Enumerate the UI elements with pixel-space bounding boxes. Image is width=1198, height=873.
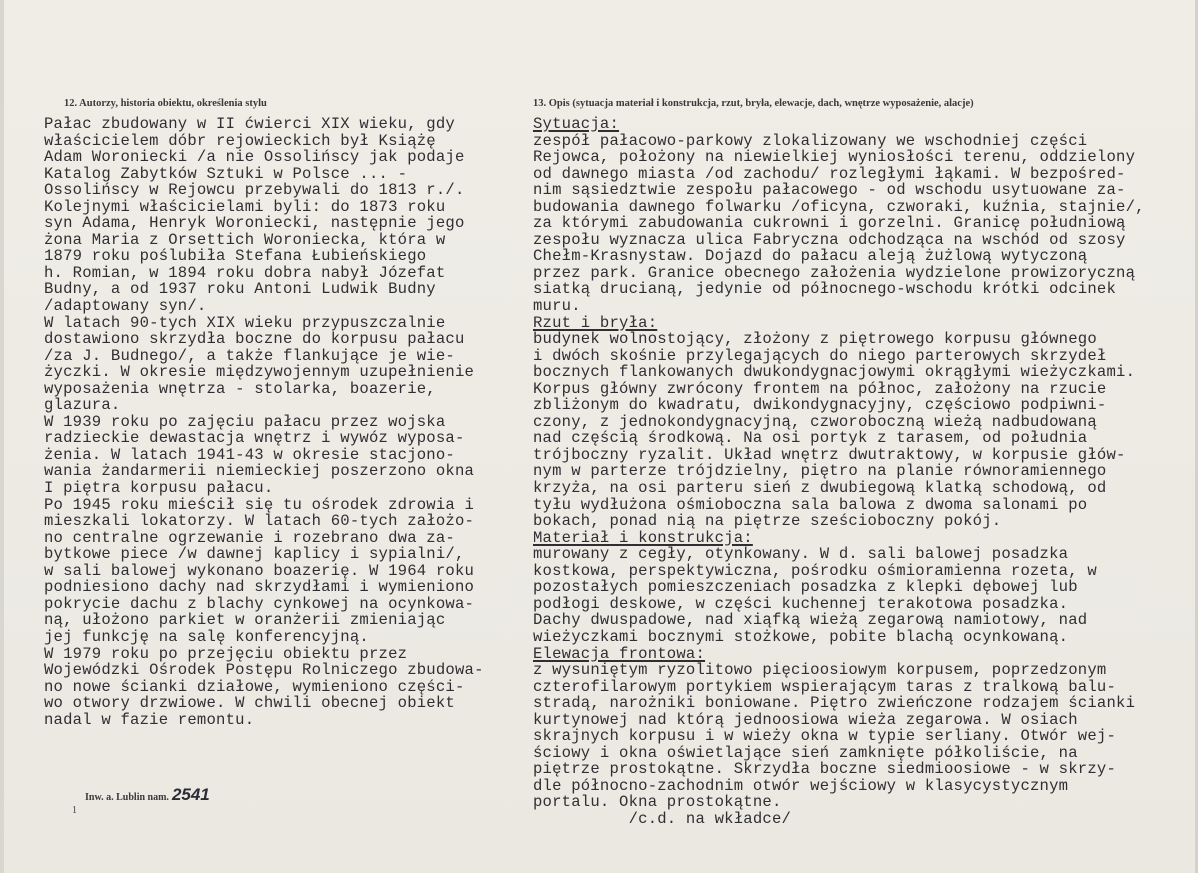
description-line: kostkowa, perspektywiczna, pośrodku ośmioramienna rozeta, w: [533, 561, 1097, 580]
description-line: trójboczny ryzalit. Układ wnętrz dwutraktowy, w korpusie głów-: [533, 445, 1126, 464]
description-line: Chełm-Krasnystaw. Dojazd do pałacu aleją żużlową wytyczoną: [533, 247, 1088, 266]
history-line: W 1979 roku po przejęciu obiektu przez: [44, 644, 408, 663]
description-line: nad częścią środkową. Na osi portyk z tarasem, od południa: [533, 429, 1088, 448]
history-line: no nowe ścianki działowe, wymieniono części-: [44, 677, 465, 696]
history-line: 1879 roku poślubiła Stefana Łubieńskiego: [44, 247, 427, 266]
description-line: przez park. Granice obecnego założenia wydzielone prowizoryczną: [533, 263, 1136, 282]
history-line: jej funkcję na salę konferencyjną.: [44, 627, 369, 646]
history-line: nadal w fazie remontu.: [44, 710, 255, 729]
history-line: Katalog Zabytków Sztuki w Polsce ... -: [44, 164, 408, 183]
inventory-number: 2541: [171, 785, 210, 804]
description-line: murowany z cegły, otynkowany. W d. sali balowej posadzka: [533, 545, 1069, 564]
section-heading: [533, 530, 1173, 547]
description-line: stradą, narożniki boniowane. Piętro zwieńczone rodzajem ścianki: [533, 694, 1136, 713]
description-line: nim sąsiedztwie zespołu pałacowego - od wschodu usytuowane za-: [533, 181, 1126, 200]
history-line: Wojewódzki Ośrodek Postępu Rolniczego zbudowa-: [44, 661, 484, 680]
history-line: pokrycie dachu z blachy cynkowej na ocynkowa-: [44, 594, 475, 613]
section-heading-text: Elewacja frontowa:: [533, 644, 706, 663]
description-line: zespołu wyznacza ulica Fabryczna odchodząca na wschód od szosy: [533, 230, 1126, 249]
description-line: siatką drucianą, jedynie od północnego-wschodu krótki odcinek: [533, 280, 1117, 299]
description-line: muru.: [533, 297, 581, 316]
history-line: Budny, a od 1937 roku Antoni Ludwik Budny: [44, 280, 436, 299]
description-line: Rejowca, położony na niewielkiej wyniosłości terenu, oddzielony: [533, 148, 1136, 167]
description-line: pozostałych pomieszczeniach posadzka z klepki dębowej lub: [533, 578, 1078, 597]
description-line: ściowy i okna oświetlające sień zamknięte półkoliście, na: [533, 743, 1078, 762]
section-heading-text: Sytuacja:: [533, 115, 620, 133]
history-line: Adam Woroniecki /a nie Ossolińscy jak podaje: [44, 148, 465, 167]
history-line: radzieckie dewastacja wnętrz i wywóz wyposa-: [44, 429, 465, 448]
history-line: /za J. Budnego/, a także flankujące je wie-: [44, 346, 455, 365]
description-line: z wysuniętym ryzolitowo pięcioosiowym korpusem, poprzedzonym: [533, 661, 1107, 680]
description-line: piętrze prostokątne. Skrzydła boczne siedmioosiowe - w skrzy-: [533, 760, 1117, 779]
description-line: Korpus główny zwrócony frontem na północ, założony na rzucie: [533, 379, 1107, 398]
history-line: W latach 90-tych XIX wieku przypuszczalnie: [44, 313, 446, 332]
section-heading-text: Rzut i bryła:: [533, 313, 658, 332]
description-line: dle północno-zachodnim otwór wejściowy w klasycystycznym: [533, 776, 1069, 795]
history-line: wo otwory drzwiowe. W chwili obecnej obiekt: [44, 694, 455, 713]
description-line: bocznych flankowanych dwukondygnacjowymi okrągłymi wieżyczkami.: [533, 363, 1136, 382]
history-line: ną, ułożono parkiet w oranżerii zmieniając: [44, 611, 446, 630]
page-mark: 1: [72, 805, 77, 816]
description-line: portalu. Okna prostokątne.: [533, 793, 782, 812]
description-line: zbliżonym do kwadratu, dwikondygnacyjny, częściowo podpiwni-: [533, 396, 1107, 415]
history-line: I piętra korpusu pałacu.: [44, 479, 274, 498]
inventory-stamp: [85, 785, 210, 805]
description-line: kurtynowej nad którą jednoosiowa wieża zegarowa. W osiach: [533, 710, 1078, 729]
description-line: nym w parterze trójdzielny, piętro na planie równoramiennego: [533, 462, 1107, 481]
history-line: mieszkali lokatorzy. W latach 60-tych założo-: [44, 512, 475, 531]
description-line: krzyża, na osi parteru sień z dwubiegową klatką schodową, od: [533, 479, 1107, 498]
history-line: h. Romian, w 1894 roku dobra nabył Józefat: [44, 263, 446, 282]
history-line: wyposażenia wnętrza - stolarka, boazerie,: [44, 379, 436, 398]
history-line: podniesiono dachy nad skrzydłami i wymieniono: [44, 578, 475, 597]
history-line: no centralne ogrzewanie i rozebrano dwa za-: [44, 528, 455, 547]
history-line: syn Adama, Henryk Woroniecki, następnie jego: [44, 214, 465, 233]
history-line: w sali balowej wykonano boazerię. W 1964 roku: [44, 561, 475, 580]
description-line: wieżyczkami bocznymi stożkowe, pobite blachą ocynkowaną.: [533, 627, 1069, 646]
history-line: Ossolińscy w Rejowcu przebywali do 1813 r./.: [44, 181, 465, 200]
description-line: bokach, ponad nią na piętrze sześcioboczny pokój.: [533, 512, 1002, 531]
description-line: budynek wolnostojący, złożony z piętrowego korpusu głównego: [533, 330, 1097, 349]
section-13-header: 13. Opis (sytuacja materiał i konstrukcja, rzut, bryła, elewacje, dach, wnętrze wyposażenie, alacje): [533, 98, 974, 109]
description-line: i dwóch skośnie przylegających do niego parterowych skrzydeł: [533, 346, 1107, 365]
description-line: skrajnych korpusu i w wieży okna w typie serliany. Otwór wej-: [533, 727, 1117, 746]
section-12-header: 12. Autorzy, historia obiektu, określenia stylu: [64, 98, 267, 109]
description-line: od dawnego miasta /od zachodu/ rozległymi łąkami. W bezpośred-: [533, 164, 1126, 183]
description-line: czterofilarowym portykiem wspierającym taras z tralkową balu-: [533, 677, 1117, 696]
history-line: Kolejnymi właścicielami byli: do 1873 roku: [44, 197, 446, 216]
history-line: bytkowe piece /w dawnej kaplicy i sypialni/,: [44, 545, 465, 564]
section-heading-text: Materiał i konstrukcja:: [533, 528, 753, 547]
history-line: /adaptowany syn/.: [44, 297, 207, 316]
section-heading: [533, 315, 1173, 332]
description-line: podłogi deskowe, w części kuchennej terakotowa posadzka.: [533, 594, 1069, 613]
history-line: wania żandarmerii niemieckiej poszerzono okna: [44, 462, 475, 481]
history-line: żenia. W latach 1941-43 w okresie stacjono-: [44, 445, 455, 464]
history-line: W 1939 roku po zajęciu pałacu przez wojska: [44, 412, 446, 431]
section-heading: [533, 646, 1173, 663]
description-line: budowania dawnego folwarku /oficyna, czworaki, kuźnia, stajnie/,: [533, 197, 1145, 216]
history-line: właścicielem dóbr rejowieckich był Książę: [44, 131, 436, 150]
description-text-column: [533, 116, 1173, 828]
history-text-column: [44, 116, 514, 728]
section-heading: [533, 116, 1173, 133]
history-line: Pałac zbudowany w II ćwierci XIX wieku, gdy: [44, 115, 455, 133]
description-line: /c.d. na wkładce/: [533, 809, 792, 828]
description-line: tyłu wydłużona ośmioboczna sala balowa z dwoma salonami po: [533, 495, 1088, 514]
description-line: zespół pałacowo-parkowy zlokalizowany we wschodniej części: [533, 131, 1088, 150]
sheet-left-edge: [0, 0, 4, 873]
history-line: Po 1945 roku mieścił się tu ośrodek zdrowia i: [44, 495, 475, 514]
history-line: dostawiono skrzydła boczne do korpusu pałacu: [44, 330, 465, 349]
history-line: żona Maria z Orsettich Woroniecka, która w: [44, 230, 446, 249]
inventory-label: Inw. a. Lublin nam.: [85, 792, 169, 803]
history-line: życzki. W okresie międzywojennym uzupełnienie: [44, 363, 475, 382]
description-line: czony, z jednokondygnacyjną, czworoboczną wieżą nadbudowaną: [533, 412, 1097, 431]
history-line: glazura.: [44, 396, 121, 415]
description-line: Dachy dwuspadowe, nad xiąfką wieżą zegarową namiotowy, nad: [533, 611, 1088, 630]
description-line: za którymi zabudowania cukrowni i gorzelni. Granicę południową: [533, 214, 1126, 233]
